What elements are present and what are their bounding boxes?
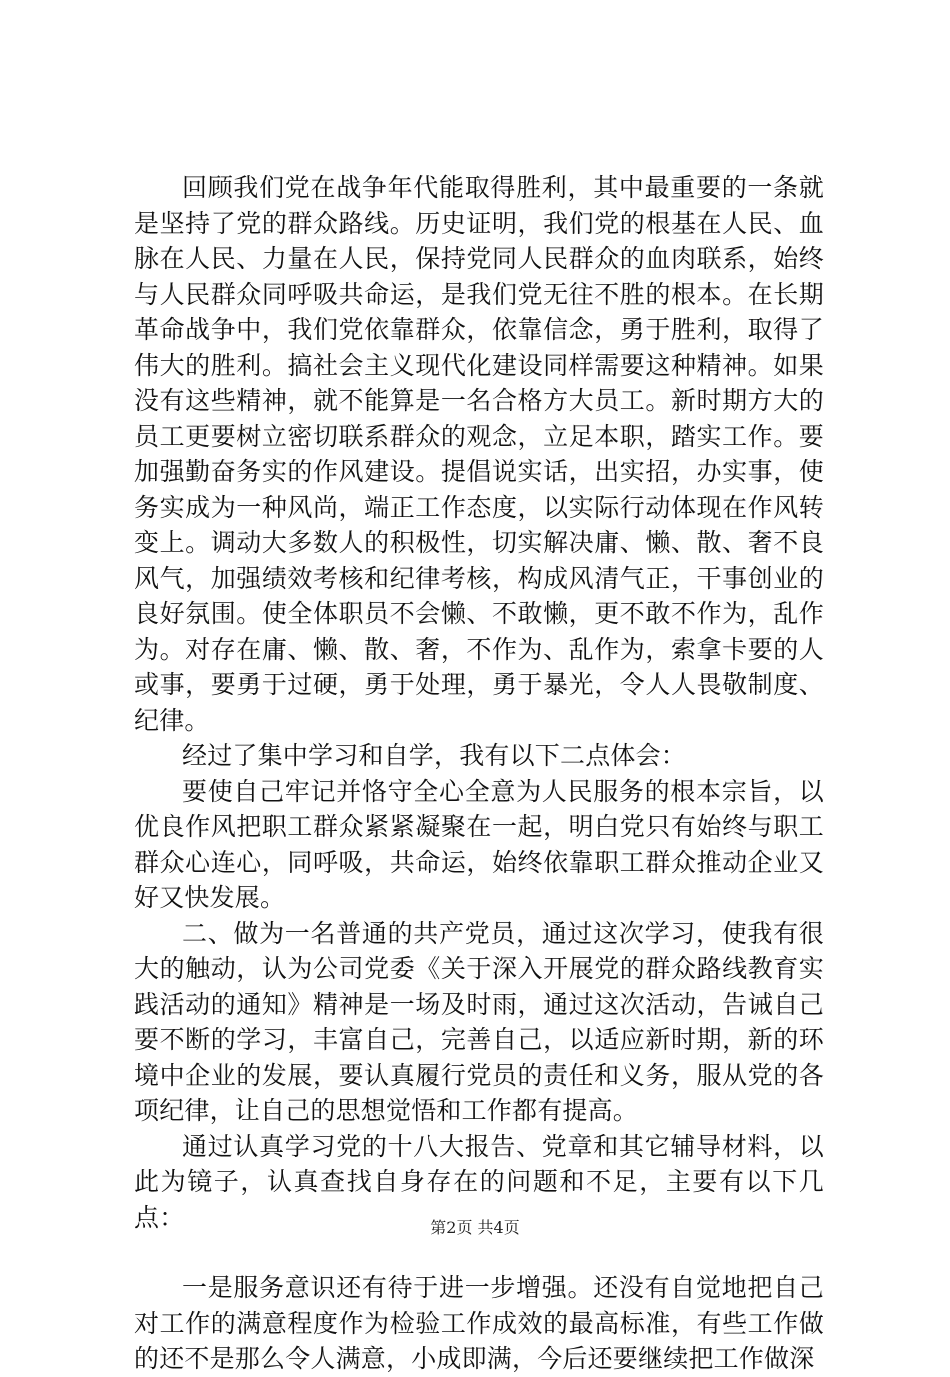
paragraph-purpose: 要使自己牢记并恪守全心全意为人民服务的根本宗旨，以优良作风把职工群众紧紧凝聚在一起，明白党只有始终与职工群众心连心，同呼吸，共命运，始终依靠职工群众推动企业又好又快发展。: [134, 776, 824, 912]
paragraph-service-awareness: 一是服务意识还有待于进一步增强。还没有自觉地把自己对工作的满意程度作为检验工作成效的最高标准，有些工作做的还不是那么令人满意，小成即满，今后还要继续把工作做深: [134, 1273, 824, 1373]
paragraph-history: 回顾我们党在战争年代能取得胜利，其中最重要的一条就是坚持了党的群众路线。历史证明，我们党的根基在人民、血脉在人民、力量在人民，保持党同人民群众的血肉联系，始终与人民群众同呼吸共命运，是我们党无往不胜的根本。在长期革命战争中，我们党依靠群众，依靠信念，勇于胜利，取得了伟大的胜利。搞社会主义现代化建设同样需要这种精神。如果没有这些精神，就不能算是一名合格方大员工。新时期方大的员工更要树立密切联系群众的观念，立足本职，踏实工作。要加强勤奋务实的作风建设。提倡说实话，出实招，办实事，使务实成为一种风尚，端正工作态度，以实际行动体现在作风转变上。调动大多数人的积极性，切实解决庸、懒、散、奢不良风气，加强绩效考核和纪律考核，构成风清气正，干事创业的良好氛围。使全体职员不会懒、不敢懒，更不敢不作为，乱作为。对存在庸、懒、散、奢，不作为、乱作为，索拿卡要的人或事，要勇于过硬，勇于处理，勇于暴光，令人人畏敬制度、纪律。: [134, 173, 824, 735]
page-footer: 第2页 共4页: [430, 1218, 520, 1237]
paragraph-two-points-intro: 经过了集中学习和自学，我有以下二点体会：: [182, 741, 687, 770]
paragraph-self-review: 通过认真学习党的十八大报告、党章和其它辅导材料，以此为镜子，认真查找自身存在的问题和不足，主要有以下几点：: [134, 1131, 824, 1232]
document-body: [134, 170, 824, 1377]
paragraph-point-two: 二、做为一名普通的共产党员，通过这次学习，使我有很大的触动，认为公司党委《关于深入开展党的群众路线教育实践活动的通知》精神是一场及时雨，通过这次活动，告诫自己要不断的学习，丰富自己，完善自己，以适应新时期，新的环境中企业的发展，要认真履行党员的责任和义务，服从党的各项纪律，让自己的思想觉悟和工作都有提高。: [134, 918, 824, 1125]
